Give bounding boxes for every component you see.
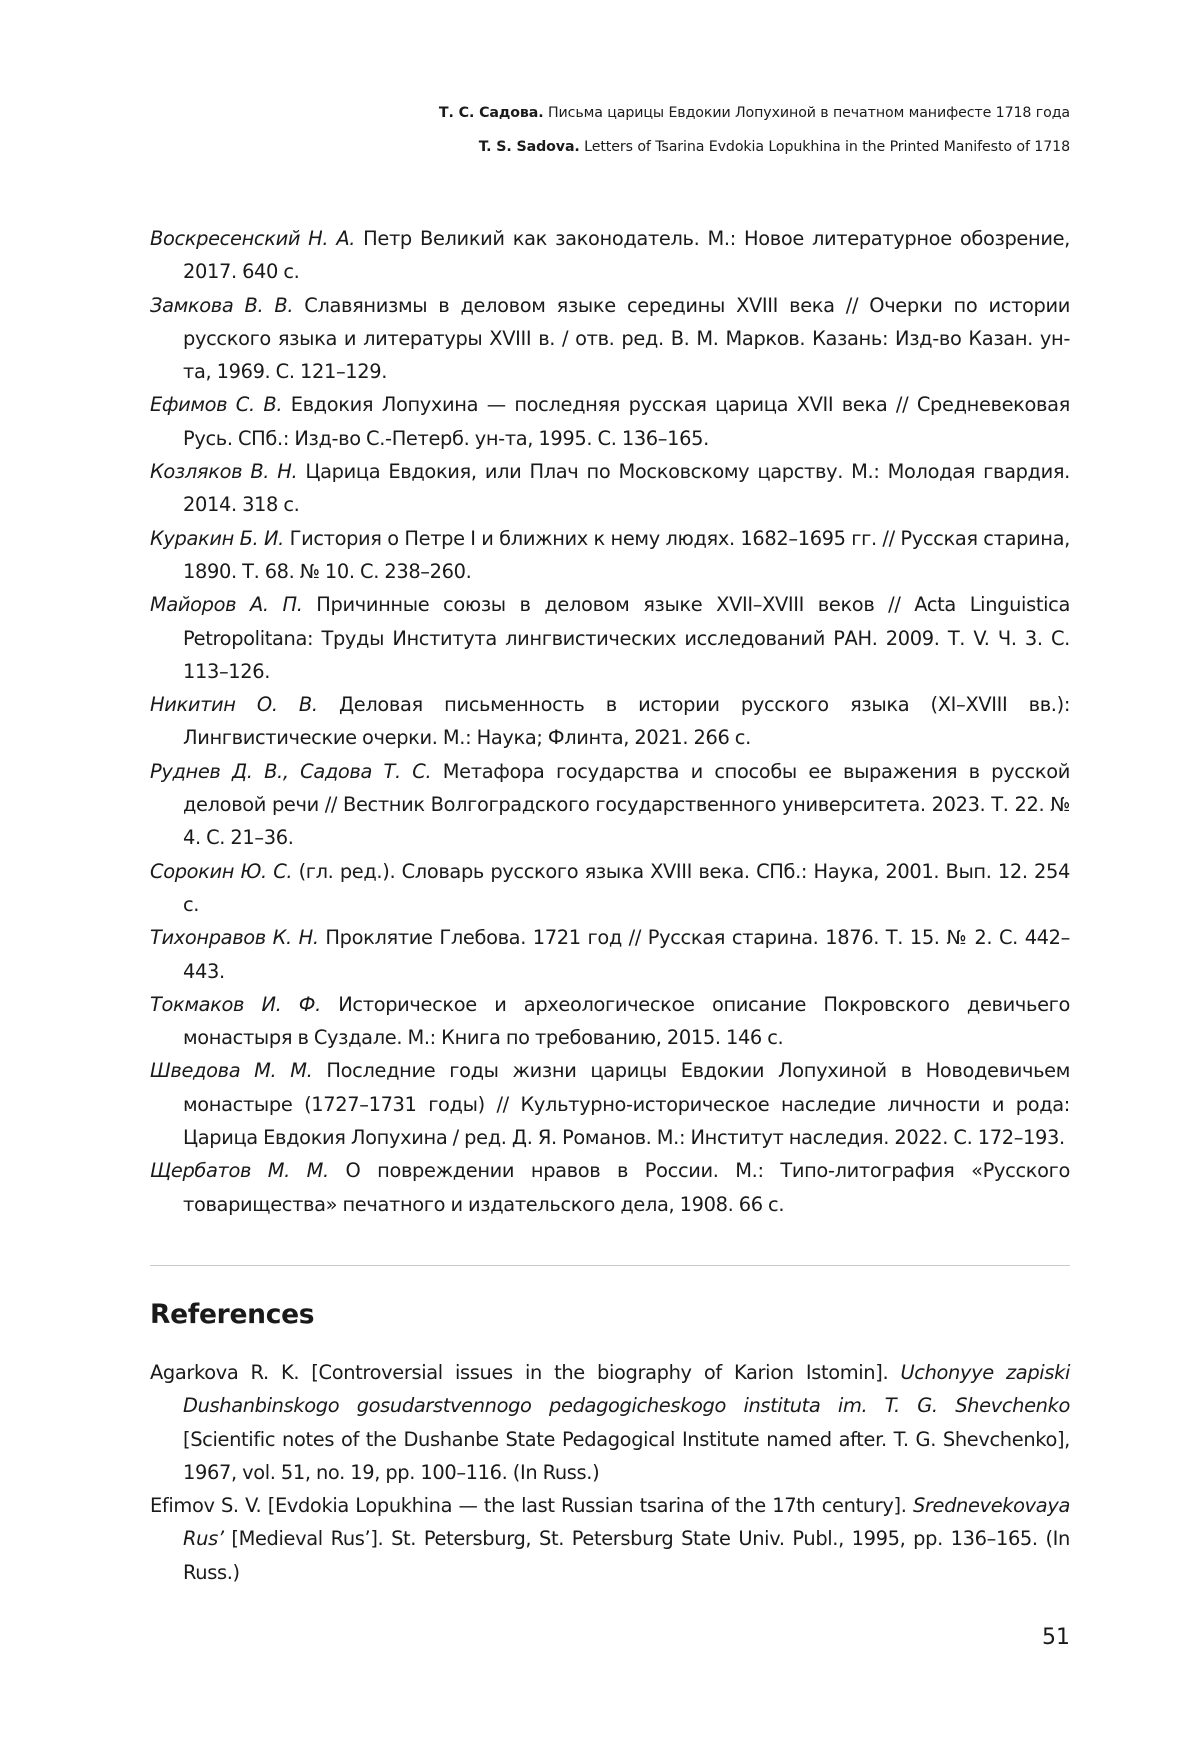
- references-heading: References: [150, 1298, 315, 1330]
- page-number: 51: [1042, 1625, 1070, 1650]
- entry-text: Славянизмы в деловом языке середины XVIII века // Очерки по истории русского языка и литературы XVIII в. / отв. ред. В. М. Марков. Казань: Изд-во Казан. ун-та, 1969. С. 121–129.: [183, 293, 1070, 384]
- entry-author: Козляков В. Н.: [150, 460, 298, 484]
- reference-source-title: Uchonyye zapiski Dushanbinskogo gosudarstvennogo pedagogicheskogo instituta im. T. G. Shevchenko: [183, 1360, 1071, 1418]
- running-head-en: [150, 130, 1070, 164]
- entry-text: Проклятие Глебова. 1721 год // Русская старина. 1876. Т. 15. № 2. С. 442–443.: [183, 926, 1071, 983]
- running-head-en-title: Letters of Tsarina Evdokia Lopukhina in the Printed Manifesto of 1718: [584, 139, 1070, 155]
- entry-author: Воскресенский Н. А.: [150, 227, 356, 250]
- entry-text: (гл. ред.). Словарь русского языка XVIII века. СПб.: Наука, 2001. Вып. 12. 254 с.: [183, 859, 1071, 916]
- entry-author: Сорокин Ю. С.: [150, 859, 293, 883]
- reference-entry: [150, 1489, 1070, 1589]
- entry-author: Никитин О. В.: [150, 693, 318, 717]
- running-head-ru: [150, 96, 1070, 130]
- entry-author: Куракин Б. И.: [150, 526, 284, 550]
- entry-text: Последние годы жизни царицы Евдокии Лопухиной в Новодевичьем монастыре (1727–1731 годы) // Культурно-историческое наследие личности и рода: Царица Евдокия Лопухина / ред. Д. Я. Романов. М.: Институт наследия. 2022. С. 172–193.: [183, 1059, 1071, 1150]
- bibliography-list: [150, 222, 1070, 1221]
- entry-author: Токмаков И. Ф.: [150, 992, 321, 1016]
- references-list: [150, 1356, 1070, 1589]
- reference-source-title: Srednevekovaya Rus’: [183, 1494, 1070, 1551]
- bibliography-entry: [150, 388, 1070, 455]
- entry-author: Шведова М. М.: [150, 1059, 313, 1083]
- entry-author: Тихонравов К. Н.: [150, 926, 319, 950]
- reference-text: [Medieval Rus’]. St. Petersburg, St. Petersburg State Univ. Publ., 1995, pp. 136–165. (In Russ.): [183, 1527, 1070, 1584]
- running-head-ru-author: Т. С. Садова.: [438, 105, 544, 121]
- entry-text: Метафора государства и способы ее выражения в русской деловой речи // Вестник Волгоградского государственного университета. 2023. Т. 22. № 4. С. 21–36.: [183, 759, 1070, 850]
- bibliography-entry: [150, 222, 1070, 289]
- entry-author: Замкова В. В.: [150, 293, 294, 317]
- bibliography-entry: [150, 522, 1070, 589]
- reference-text: Agarkova R. K. [Controversial issues in the biography of Karion Istomin].: [150, 1360, 901, 1384]
- entry-text: Историческое и археологическое описание Покровского девичьего монастыря в Суздале. М.: Книга по требованию, 2015. 146 с.: [183, 992, 1070, 1050]
- entry-text: О повреждении нравов в России. М.: Типо-литография «Русского товарищества» печатного и издательского дела, 1908. 66 с.: [183, 1159, 1070, 1216]
- section-divider: [150, 1265, 1070, 1266]
- entry-text: Причинные союзы в деловом языке XVII–XVIII веков // Acta Linguistica Petropolitana: Труды Института лингвистических исследований РАН. 2009. Т. V. Ч. 3. С. 113–126.: [183, 593, 1070, 683]
- entry-author: Ефимов С. В.: [150, 393, 283, 417]
- entry-text: Петр Великий как законодатель. М.: Новое литературное обозрение, 2017. 640 с.: [183, 227, 1070, 284]
- bibliography-entry: [150, 988, 1070, 1055]
- entry-author: Руднев Д. В., Садова Т. С.: [150, 759, 432, 783]
- entry-text: Евдокия Лопухина — последняя русская царица XVII века // Средневековая Русь. СПб.: Изд-во С.-Петерб. ун-та, 1995. С. 136–165.: [183, 393, 1070, 450]
- bibliography-entry: [150, 289, 1070, 389]
- reference-entry: [150, 1356, 1070, 1489]
- running-head-en-author: T. S. Sadova.: [478, 139, 580, 155]
- bibliography-entry: [150, 1054, 1070, 1154]
- entry-text: Царица Евдокия, или Плач по Московскому царству. М.: Молодая гвардия. 2014. 318 с.: [183, 460, 1070, 517]
- entry-text: Гистория о Петре I и ближних к нему людях. 1682–1695 гг. // Русская старина, 1890. Т. 68. № 10. С. 238–260.: [183, 526, 1070, 583]
- bibliography-entry: [150, 921, 1070, 988]
- entry-text: Деловая письменность в истории русского языка (XI–XVIII вв.): Лингвистические очерки. М.: Наука; Флинта, 2021. 266 с.: [183, 693, 1071, 750]
- bibliography-entry: [150, 1154, 1070, 1221]
- bibliography-entry: [150, 755, 1070, 855]
- running-head-ru-title: Письма царицы Евдокии Лопухиной в печатном манифесте 1718 года: [547, 105, 1070, 121]
- bibliography-entry: [150, 588, 1070, 688]
- entry-author: Щербатов М. М.: [150, 1159, 329, 1183]
- bibliography-entry: [150, 688, 1070, 755]
- running-head: [150, 96, 1070, 164]
- main-content: [150, 222, 1070, 1589]
- reference-text: Efimov S. V. [Evdokia Lopukhina — the last Russian tsarina of the 17th century].: [150, 1494, 913, 1518]
- bibliography-entry: [150, 455, 1070, 522]
- entry-author: Майоров А. П.: [150, 593, 303, 617]
- reference-text: [Scientific notes of the Dushanbe State Pedagogical Institute named after. T. G. Shevchenko], 1967, vol. 51, no. 19, pp. 100–116. (In Russ.): [183, 1427, 1070, 1484]
- bibliography-entry: [150, 855, 1070, 922]
